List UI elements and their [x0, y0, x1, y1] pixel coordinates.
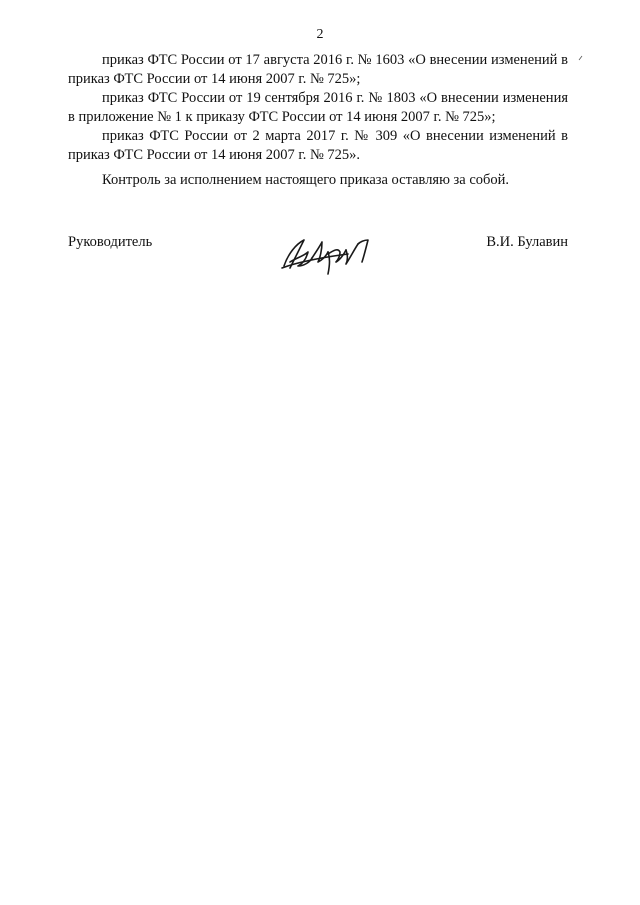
- page-number: 2: [316, 27, 324, 42]
- order-list-item: приказ ФТС России от 17 августа 2016 г. № 1603 «О внесении изменений в приказ ФТС России от 14 июня 2007 г. № 725»;: [68, 52, 568, 87]
- document-body: [68, 51, 568, 165]
- handwritten-signature: [278, 232, 378, 280]
- signatory-title: Руководитель: [68, 234, 153, 250]
- control-statement: Контроль за исполнением настоящего приказа оставляю за собой.: [102, 172, 510, 188]
- order-list-item: приказ ФТС России от 2 марта 2017 г. № 309 «О внесении изменений в приказ ФТС России от 14 июня 2007 г. № 725».: [68, 128, 568, 163]
- signatory-name: В.И. Булавин: [486, 234, 568, 250]
- scan-speck: [578, 55, 584, 61]
- order-list-item: приказ ФТС России от 19 сентября 2016 г. № 1803 «О внесении изменения в приложение № 1 к приказу ФТС России от 14 июня 2007 г. № 725»;: [68, 90, 568, 125]
